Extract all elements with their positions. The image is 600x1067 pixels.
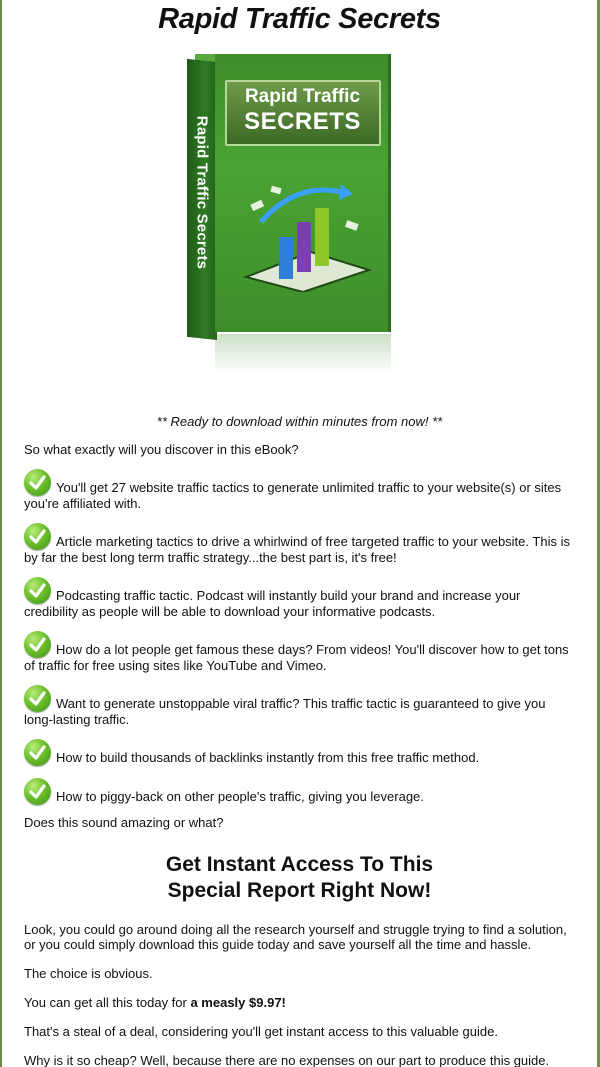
check-icon bbox=[24, 469, 51, 496]
list-item bbox=[24, 577, 575, 619]
list-item-text: How do a lot people get famous these days? From videos! You'll discover how to get tons of traffic for free using sites like YouTube and Vimeo. bbox=[24, 642, 569, 673]
intro-question: So what exactly will you discover in this eBook? bbox=[24, 442, 299, 457]
benefit-list bbox=[24, 469, 575, 805]
book-spine-title: Rapid Traffic Secrets bbox=[193, 115, 210, 270]
list-item bbox=[24, 523, 575, 565]
book-reflection bbox=[215, 334, 391, 374]
cover-title-line2: SECRETS bbox=[244, 108, 361, 135]
list-item-text: Want to generate unstoppable viral traffic? This traffic tactic is guaranteed to give you long-lasting traffic. bbox=[24, 696, 546, 727]
list-item-text: How to build thousands of backlinks instantly from this free traffic method. bbox=[56, 750, 480, 765]
body-paragraph-cheap: Why is it so cheap? Well, because there are no expenses on our part to produce this guide. bbox=[24, 1053, 550, 1067]
cover-title-banner bbox=[225, 80, 381, 146]
list-item-text: Article marketing tactics to drive a whirlwind of free targeted traffic to your website. This is by far the best long term traffic strategy...the best part is, it's free! bbox=[24, 534, 570, 565]
cover-title-line1: Rapid Traffic bbox=[244, 86, 361, 107]
check-icon bbox=[24, 685, 51, 712]
list-item bbox=[24, 469, 575, 511]
body-paragraph-research: Look, you could go around doing all the research yourself and struggle trying to find a solution, or you could simply download this guide today and save yourself all the time and hassle. bbox=[24, 922, 567, 952]
cta-heading-line2: Special Report Right Now! bbox=[167, 879, 432, 902]
book-front bbox=[215, 54, 391, 332]
list-item bbox=[24, 778, 575, 805]
price-highlight: a measly $9.97! bbox=[190, 995, 286, 1010]
check-icon bbox=[24, 523, 51, 550]
list-item-text: How to piggy-back on other people's traffic, giving you leverage. bbox=[56, 789, 424, 804]
list-item bbox=[24, 631, 575, 673]
sales-page bbox=[2, 0, 597, 1067]
download-tagline: ** Ready to download within minutes from now! ** bbox=[156, 414, 443, 429]
check-icon bbox=[24, 778, 51, 805]
list-item-text: You'll get 27 website traffic tactics to generate unlimited traffic to your website(s) or sites you're affiliated with. bbox=[24, 480, 562, 511]
check-icon bbox=[24, 631, 51, 658]
closing-question: Does this sound amazing or what? bbox=[24, 815, 224, 830]
page-title: Rapid Traffic Secrets bbox=[158, 3, 441, 35]
check-icon bbox=[24, 577, 51, 604]
body-paragraph-choice: The choice is obvious. bbox=[24, 966, 153, 981]
body-paragraph-price bbox=[24, 995, 575, 1010]
bar-chart-illustration-icon bbox=[241, 182, 371, 292]
list-item-text: Podcasting traffic tactic. Podcast will instantly build your brand and increase your credibility as people will be able to download your informative podcasts. bbox=[24, 588, 521, 619]
list-item bbox=[24, 685, 575, 727]
price-prefix: You can get all this today for bbox=[24, 995, 191, 1010]
list-item bbox=[24, 739, 575, 766]
check-icon bbox=[24, 739, 51, 766]
body-paragraph-deal: That's a steal of a deal, considering you'll get instant access to this valuable guide. bbox=[24, 1024, 498, 1039]
ebook-cover bbox=[187, 54, 417, 384]
cta-heading-line1: Get Instant Access To This bbox=[165, 853, 434, 876]
cta-heading bbox=[24, 852, 575, 904]
